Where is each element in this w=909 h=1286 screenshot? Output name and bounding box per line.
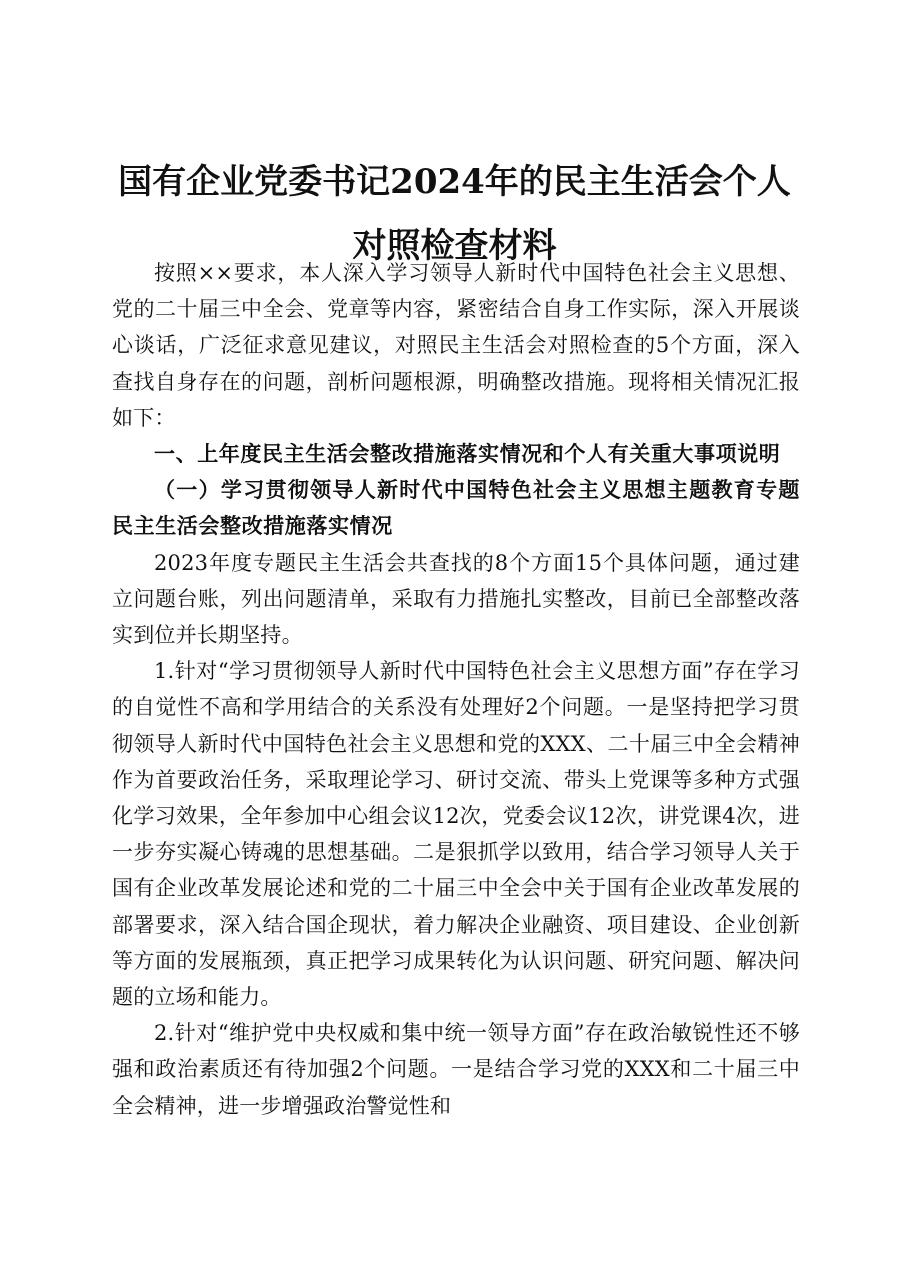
body-paragraph: 2023年度专题民主生活会共查找的8个方面15个具体问题，通过建立问题台账，列出问题清单，采取有力措施扎实整改，目前已全部整改落实到位并长期坚持。 xyxy=(112,550,800,648)
body-paragraph: 2.针对“维护党中央权威和集中统一领导方面”存在政治敏锐性还不够强和政治素质还有待加强2个问题。一是结合学习党的XXX和二十届三中全会精神，进一步增强政治警觉性和 xyxy=(112,1021,800,1118)
subsection-heading-1: （一）学习贯彻领导人新时代中国特色社会主义思想主题教育专题民主生活会整改措施落实情况 xyxy=(112,477,800,539)
intro-paragraph: 按照××要求，本人深入学习领导人新时代中国特色社会主义思想、党的二十届三中全会、党章等内容，紧密结合自身工作实际，深入开展谈心谈话，广泛征求意见建议，对照民主生活会对照检查的5个方面，深入查找自身存在的问题，剖析问题根源，明确整改措施。现将相关情况汇报如下： xyxy=(112,261,800,430)
section-heading-1: 一、上年度民主生活会整改措施落实情况和个人有关重大事项说明 xyxy=(154,441,781,467)
document-body xyxy=(112,255,800,1124)
document-title-line-1: 国有企业党委书记2024年的民主生活会个人 xyxy=(118,162,791,202)
body-paragraph: 1.针对“学习贯彻领导人新时代中国特色社会主义思想方面”存在学习的自觉性不高和学用结合的关系没有处理好2个问题。一是坚持把学习贯彻领导人新时代中国特色社会主义思想和党的XXX、二十届三中全会精神作为首要政治任务，采取理论学习、研讨交流、带头上党课等多种方式强化学习效果，全年参加中心组会议12次，党委会议12次，讲党课4次，进一步夯实凝心铸魂的思想基础。二是狠抓学以致用，结合学习领导人关于国有企业改革发展论述和党的二十届三中全会中关于国有企业改革发展的部署要求，深入结合国企现状，着力解决企业融资、项目建设、企业创新等方面的发展瓶颈，真正把学习成果转化为认识问题、研究问题、解决问题的立场和能力。 xyxy=(112,659,800,1010)
document-title-line-2: 对照检查材料 xyxy=(352,226,557,266)
